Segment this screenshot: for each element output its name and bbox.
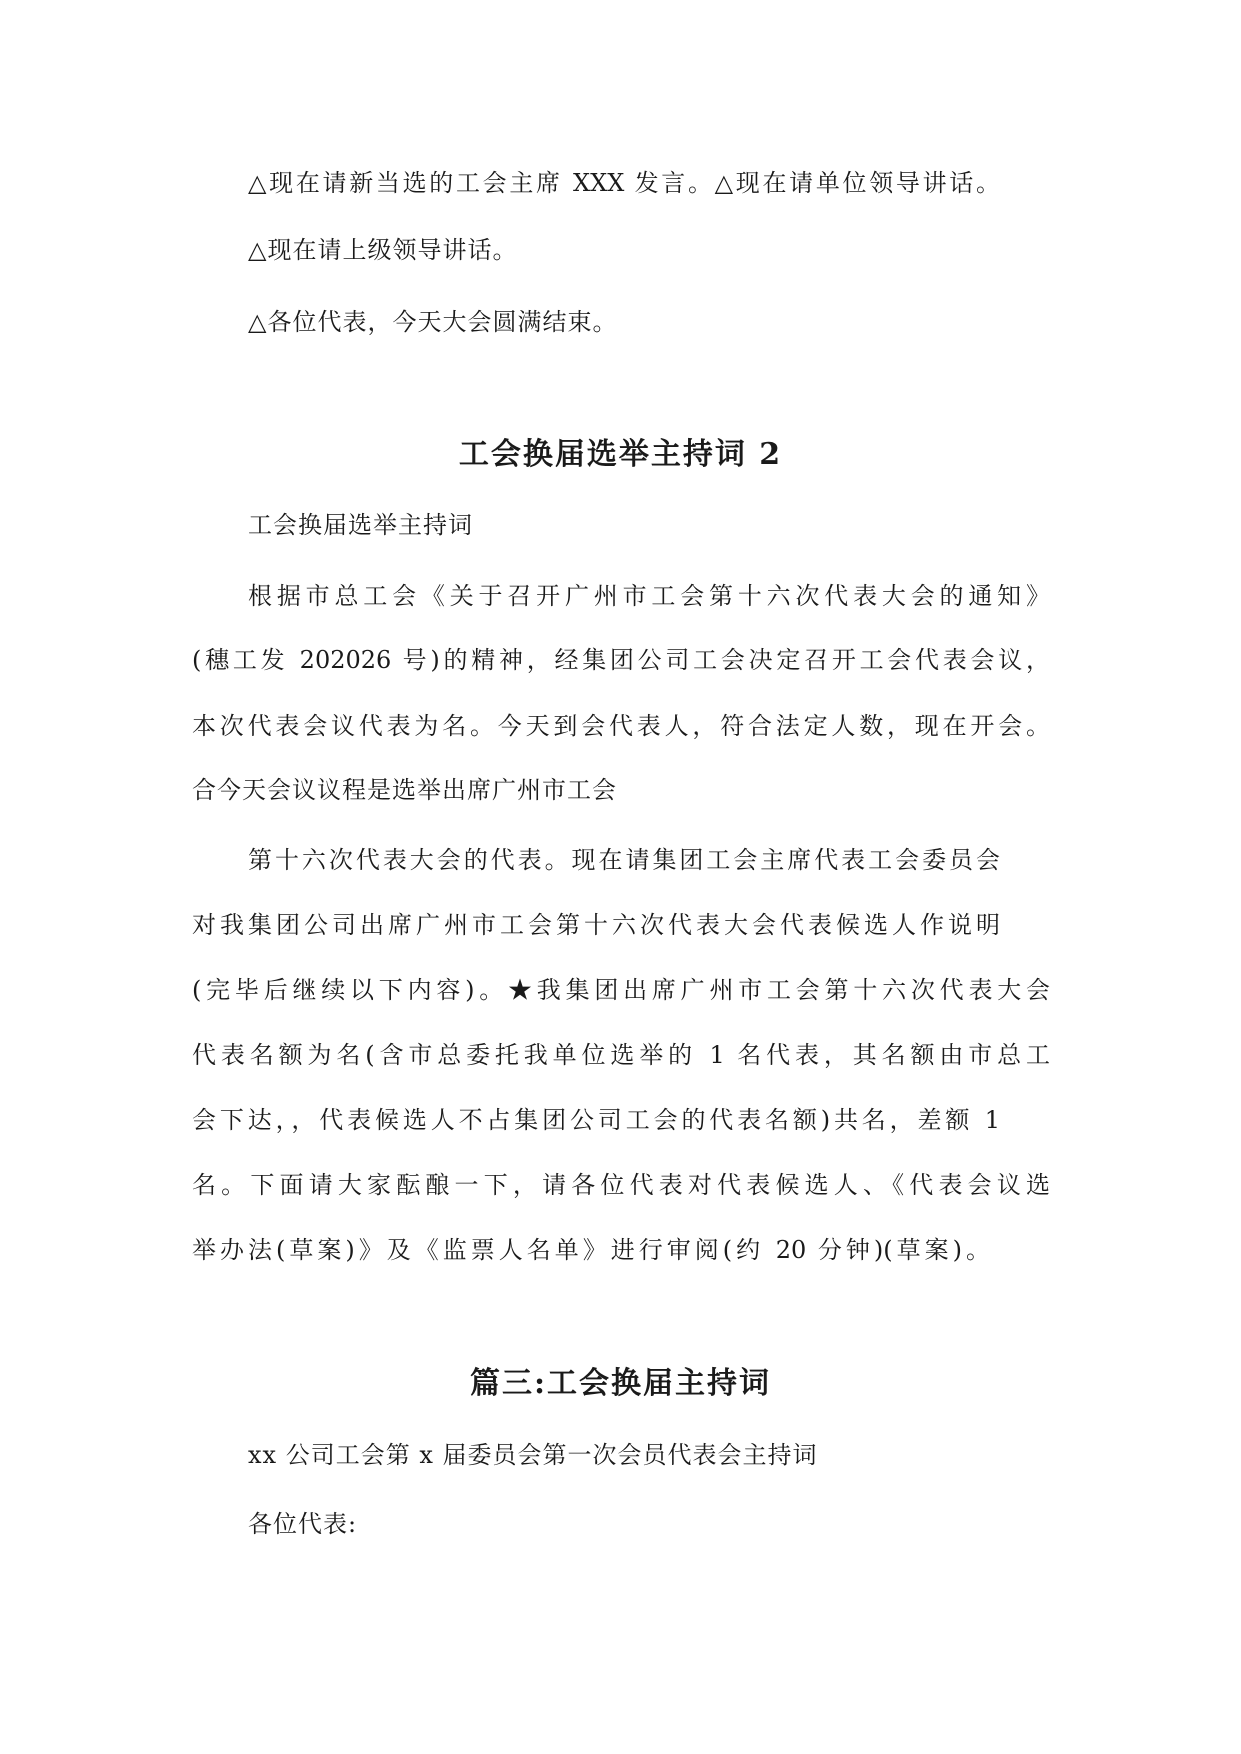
paragraph-line: (穗工发 202026 号)的精神，经集团公司工会决定召开工会代表会议， <box>192 646 1050 674</box>
paragraph-line: △现在请新当选的工会主席 XXX 发言。△现在请单位领导讲话。 <box>248 169 1000 197</box>
section-heading: 篇三:工会换届主持词 <box>469 1366 772 1401</box>
paragraph-line: 合今天会议议程是选举出席广州市工会 <box>192 776 617 804</box>
paragraph-line: 代表名额为名(含市总委托我单位选举的 1 名代表，其名额由市总工 <box>192 1041 1050 1069</box>
paragraph-line: 对我集团公司出席广州市工会第十六次代表大会代表候选人作说明 <box>192 911 1000 939</box>
paragraph-line: △各位代表，今天大会圆满结束。 <box>248 308 618 336</box>
paragraph-line: △现在请上级领导讲话。 <box>248 236 518 264</box>
paragraph-line: 会下达，，代表候选人不占集团公司工会的代表名额)共名，差额 1 <box>192 1106 1000 1134</box>
paragraph-line: 本次代表会议代表为名。今天到会代表人，符合法定人数，现在开会。 <box>192 712 1050 740</box>
paragraph-line: 举办法(草案)》及《监票人名单》进行审阅(约 20 分钟)(草案)。 <box>192 1236 990 1264</box>
paragraph-line: (完毕后继续以下内容)。★我集团出席广州市工会第十六次代表大会 <box>192 976 1050 1004</box>
paragraph-line: 各位代表: <box>248 1510 358 1538</box>
paragraph-line: xx 公司工会第 x 届委员会第一次会员代表会主持词 <box>248 1441 818 1469</box>
paragraph-line: 名。下面请大家酝酿一下，请各位代表对代表候选人、《代表会议选 <box>192 1171 1050 1199</box>
paragraph-line: 工会换届选举主持词 <box>248 511 473 539</box>
paragraph-line: 根据市总工会《关于召开广州市工会第十六次代表大会的通知》 <box>248 582 1050 610</box>
paragraph-line: 第十六次代表大会的代表。现在请集团工会主席代表工会委员会 <box>248 846 1000 874</box>
section-heading: 工会换届选举主持词 2 <box>458 437 783 472</box>
